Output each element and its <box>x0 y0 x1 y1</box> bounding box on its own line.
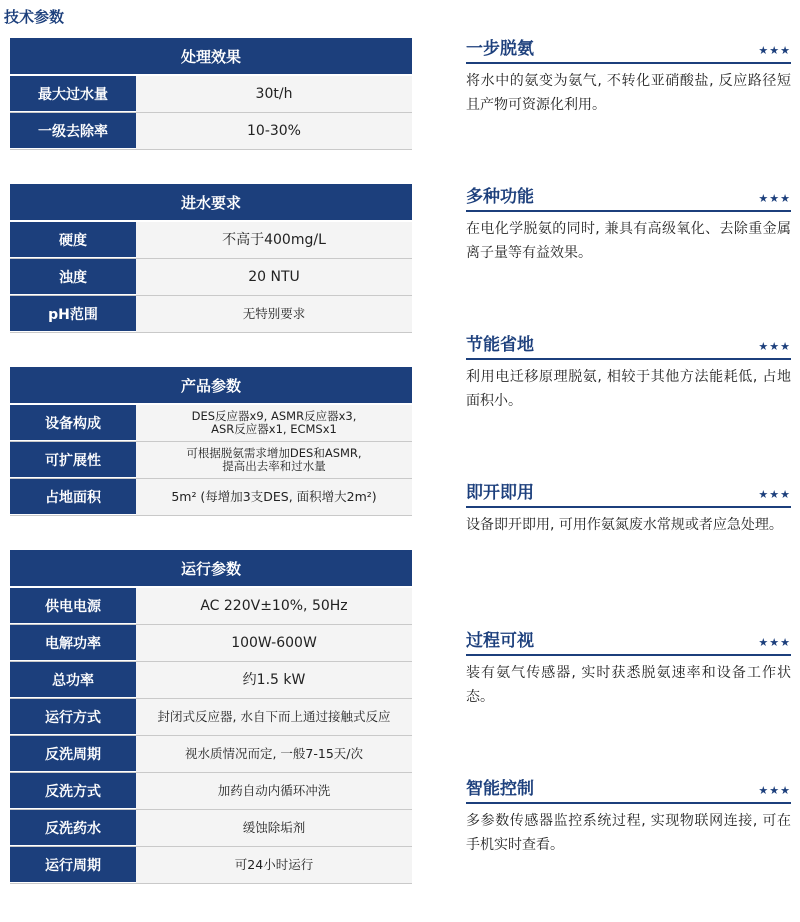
feature-one-step-deammonia <box>466 34 791 182</box>
row-value: 约1.5 kW <box>136 662 412 698</box>
table-row <box>10 296 412 333</box>
table-row <box>10 76 412 113</box>
feature-list <box>466 34 791 922</box>
row-key: 一级去除率 <box>10 113 136 149</box>
row-key: 总功率 <box>10 662 136 698</box>
feature-header <box>466 626 791 656</box>
spec-tables <box>10 38 412 918</box>
table-header: 处理效果 <box>10 38 412 76</box>
row-value: 封闭式反应器, 水自下而上通过接触式反应 <box>136 699 412 735</box>
feature-description: 设备即开即用, 可用作氨氮废水常规或者应急处理。 <box>466 517 783 533</box>
stars-icon: ★★★ <box>758 340 791 353</box>
table-row <box>10 662 412 699</box>
row-key: 运行方式 <box>10 699 136 735</box>
table-row <box>10 773 412 810</box>
row-value: 可24小时运行 <box>136 847 412 883</box>
table-row <box>10 222 412 259</box>
row-value: 5m² (每增加3支DES, 面积增大2m²) <box>136 479 412 515</box>
row-value: 无特别要求 <box>136 296 412 332</box>
table-row <box>10 442 412 479</box>
feature-header <box>466 34 791 64</box>
row-value: 加药自动内循环冲洗 <box>136 773 412 809</box>
table-header: 进水要求 <box>10 184 412 222</box>
stars-icon: ★★★ <box>758 784 791 797</box>
feature-title: 多种功能 <box>466 187 534 207</box>
table-row <box>10 479 412 516</box>
feature-description: 将水中的氨变为氨气, 不转化亚硝酸盐, 反应路径短且产物可资源化利用。 <box>466 73 791 113</box>
table-inflow-requirements <box>10 184 412 333</box>
page-title: 技术参数 <box>4 8 65 26</box>
table-row <box>10 847 412 884</box>
row-key: 浊度 <box>10 259 136 295</box>
row-value: 100W-600W <box>136 625 412 661</box>
feature-header <box>466 478 791 508</box>
feature-title: 过程可视 <box>466 631 534 651</box>
table-row <box>10 736 412 773</box>
feature-description: 装有氨气传感器, 实时获悉脱氨速率和设备工作状态。 <box>466 665 791 705</box>
feature-ready-to-use <box>466 478 791 626</box>
feature-energy-space-saving <box>466 330 791 478</box>
feature-title: 节能省地 <box>466 335 534 355</box>
feature-process-visible <box>466 626 791 774</box>
table-row <box>10 625 412 662</box>
table-row <box>10 113 412 150</box>
row-value <box>136 405 412 441</box>
table-row <box>10 405 412 442</box>
row-key: 电解功率 <box>10 625 136 661</box>
row-key: 占地面积 <box>10 479 136 515</box>
row-value: 视水质情况而定, 一般7-15天/次 <box>136 736 412 772</box>
row-key: 可扩展性 <box>10 442 136 478</box>
feature-description: 多参数传感器监控系统过程, 实现物联网连接, 可在手机实时查看。 <box>466 813 791 853</box>
row-key: 硬度 <box>10 222 136 258</box>
row-key: 运行周期 <box>10 847 136 883</box>
table-header: 产品参数 <box>10 367 412 405</box>
table-operating-parameters <box>10 550 412 884</box>
row-value <box>136 442 412 478</box>
row-value-line: 可根据脱氨需求增加DES和ASMR, <box>186 446 362 461</box>
row-value: AC 220V±10%, 50Hz <box>136 588 412 624</box>
row-key: 最大过水量 <box>10 76 136 112</box>
feature-header <box>466 330 791 360</box>
row-key: 反洗药水 <box>10 810 136 846</box>
feature-title: 一步脱氨 <box>466 39 534 59</box>
row-key: 设备构成 <box>10 405 136 441</box>
row-value-line: ASR反应器x1, ECMSx1 <box>211 422 337 436</box>
table-row <box>10 699 412 736</box>
row-value-line: DES反应器x9, ASMR反应器x3, <box>191 409 357 424</box>
stars-icon: ★★★ <box>758 44 791 57</box>
stars-icon: ★★★ <box>758 636 791 649</box>
stars-icon: ★★★ <box>758 192 791 205</box>
row-key: 反洗周期 <box>10 736 136 772</box>
row-value-line: 提高出去率和过水量 <box>222 459 326 473</box>
feature-title: 即开即用 <box>466 483 534 503</box>
row-key: 反洗方式 <box>10 773 136 809</box>
row-key: 供电电源 <box>10 588 136 624</box>
feature-title: 智能控制 <box>466 779 534 799</box>
feature-header <box>466 182 791 212</box>
row-value: 10-30% <box>136 113 412 149</box>
row-value: 缓蚀除垢剂 <box>136 810 412 846</box>
row-value: 30t/h <box>136 76 412 112</box>
table-header: 运行参数 <box>10 550 412 588</box>
table-row <box>10 588 412 625</box>
row-value: 不高于400mg/L <box>136 222 412 258</box>
table-row <box>10 259 412 296</box>
table-product-parameters <box>10 367 412 516</box>
feature-description: 利用电迁移原理脱氨, 相较于其他方法能耗低, 占地面积小。 <box>466 369 791 409</box>
row-key: pH范围 <box>10 296 136 332</box>
feature-description: 在电化学脱氨的同时, 兼具有高级氧化、去除重金属离子量等有益效果。 <box>466 221 791 261</box>
table-treatment-effect <box>10 38 412 150</box>
table-row <box>10 810 412 847</box>
feature-multi-function <box>466 182 791 330</box>
feature-header <box>466 774 791 804</box>
row-value: 20 NTU <box>136 259 412 295</box>
feature-smart-control <box>466 774 791 922</box>
stars-icon: ★★★ <box>758 488 791 501</box>
